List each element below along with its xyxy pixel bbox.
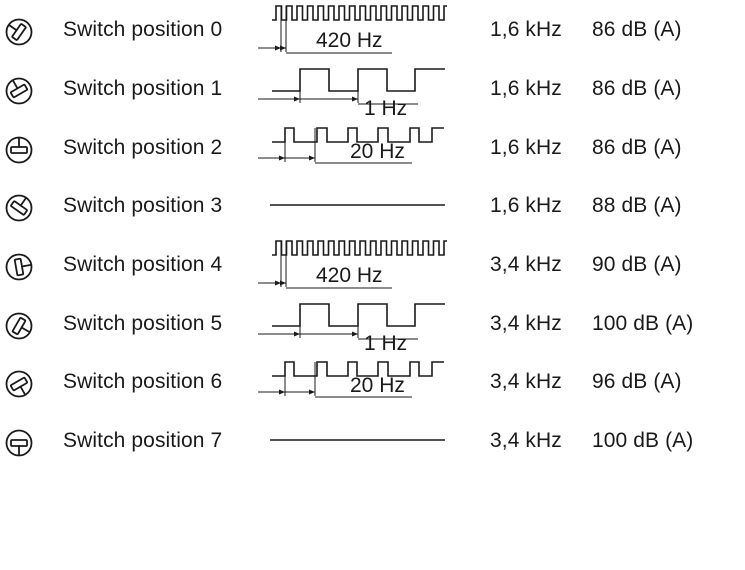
tone-frequency: 1,6 kHz xyxy=(490,194,562,217)
switch-row xyxy=(0,411,745,469)
knob-outline xyxy=(7,196,32,221)
switch-label: Switch position 3 xyxy=(63,194,223,217)
knob-position-5-icon xyxy=(4,311,34,341)
pulse-frequency-label: 1 Hz xyxy=(364,332,408,355)
knob-symbol xyxy=(5,19,32,45)
knob-position-2-icon xyxy=(4,135,34,165)
switch-label: Switch position 2 xyxy=(63,136,223,159)
pulse-frequency-label: 420 Hz xyxy=(316,29,383,52)
switch-row xyxy=(0,294,745,355)
sound-level: 96 dB (A) xyxy=(592,370,682,393)
knob-symbol xyxy=(6,77,31,104)
knob-position-1-icon xyxy=(4,76,34,106)
knob-outline xyxy=(7,314,32,339)
knob-symbol xyxy=(7,194,33,221)
sound-level: 90 dB (A) xyxy=(592,253,682,276)
knob-slot-stem xyxy=(21,198,26,205)
knob-outline xyxy=(7,20,32,45)
dimension-arrow xyxy=(280,281,286,286)
switch-label: Switch position 7 xyxy=(63,429,223,452)
knob-symbol xyxy=(7,255,33,280)
knob-outline xyxy=(7,79,32,104)
pulse-frequency-label: 20 Hz xyxy=(350,374,405,397)
knob-position-4-icon xyxy=(4,252,34,282)
switch-row xyxy=(0,352,745,410)
knob-outline xyxy=(7,372,32,397)
knob-position-7-icon xyxy=(4,428,34,458)
switch-label: Switch position 5 xyxy=(63,312,223,335)
sound-level: 86 dB (A) xyxy=(592,77,682,100)
signal-waveform xyxy=(252,59,452,120)
tone-frequency: 1,6 kHz xyxy=(490,77,562,100)
dimension-arrow xyxy=(352,97,358,102)
knob-slot-stem xyxy=(22,265,31,267)
signal-waveform xyxy=(252,176,452,234)
pulse-frequency-label: 20 Hz xyxy=(350,140,405,163)
knob-slot-bar xyxy=(12,24,26,41)
knob-slot-bar xyxy=(11,84,28,97)
knob-slot xyxy=(11,138,27,153)
switch-label: Switch position 1 xyxy=(63,77,223,100)
tone-frequency: 3,4 kHz xyxy=(490,312,562,335)
knob-symbol xyxy=(7,138,32,163)
sound-level: 86 dB (A) xyxy=(592,18,682,41)
tone-frequency: 3,4 kHz xyxy=(490,429,562,452)
dimension-arrow xyxy=(294,332,300,337)
signal-waveform xyxy=(252,294,452,355)
sound-level: 86 dB (A) xyxy=(592,136,682,159)
switch-label: Switch position 6 xyxy=(63,370,223,393)
switch-row xyxy=(0,176,745,234)
switch-row xyxy=(0,0,745,58)
knob-slot-stem xyxy=(21,387,26,395)
dimension-arrow xyxy=(279,156,285,161)
signal-waveform xyxy=(252,352,452,410)
signal-waveform xyxy=(252,118,452,176)
pulse-frequency-label: 1 Hz xyxy=(364,97,408,120)
knob-slot-stem xyxy=(9,25,16,30)
switch-label: Switch position 0 xyxy=(63,18,223,41)
waveform-trace xyxy=(272,6,447,20)
pulse-train xyxy=(272,6,447,20)
knob-symbol xyxy=(7,314,34,339)
switch-row xyxy=(0,235,745,293)
sound-level: 100 dB (A) xyxy=(592,312,694,335)
tone-frequency: 1,6 kHz xyxy=(490,136,562,159)
signal-waveform xyxy=(252,0,452,58)
pulse-train xyxy=(272,241,447,255)
knob-position-0-icon xyxy=(4,17,34,47)
tone-frequency: 3,4 kHz xyxy=(490,253,562,276)
knob-slot-stem xyxy=(22,328,30,333)
sound-level: 88 dB (A) xyxy=(592,194,682,217)
switch-row xyxy=(0,118,745,176)
knob-slot-bar xyxy=(12,318,25,335)
knob-slot xyxy=(11,440,27,455)
knob-slot-bar xyxy=(11,201,28,215)
knob-position-3-icon xyxy=(4,193,34,223)
dimension-arrow xyxy=(309,156,315,161)
tone-frequency: 1,6 kHz xyxy=(490,18,562,41)
switch-row xyxy=(0,59,745,120)
knob-symbol xyxy=(7,431,32,456)
knob-symbol xyxy=(7,372,32,399)
switch-label: Switch position 4 xyxy=(63,253,223,276)
dimension-arrow xyxy=(280,46,286,51)
dimension-arrow xyxy=(309,390,315,395)
knob-position-6-icon xyxy=(4,369,34,399)
dimension-arrow xyxy=(352,332,358,337)
knob-slot-stem xyxy=(13,81,18,89)
sound-level: 100 dB (A) xyxy=(592,429,694,452)
signal-waveform xyxy=(252,411,452,469)
signal-waveform xyxy=(252,235,452,293)
knob-slot-bar xyxy=(11,377,28,390)
dimension-arrow xyxy=(279,390,285,395)
waveform-trace xyxy=(272,241,447,255)
pulse-frequency-label: 420 Hz xyxy=(316,264,383,287)
dimension-arrow xyxy=(294,97,300,102)
tone-frequency: 3,4 kHz xyxy=(490,370,562,393)
